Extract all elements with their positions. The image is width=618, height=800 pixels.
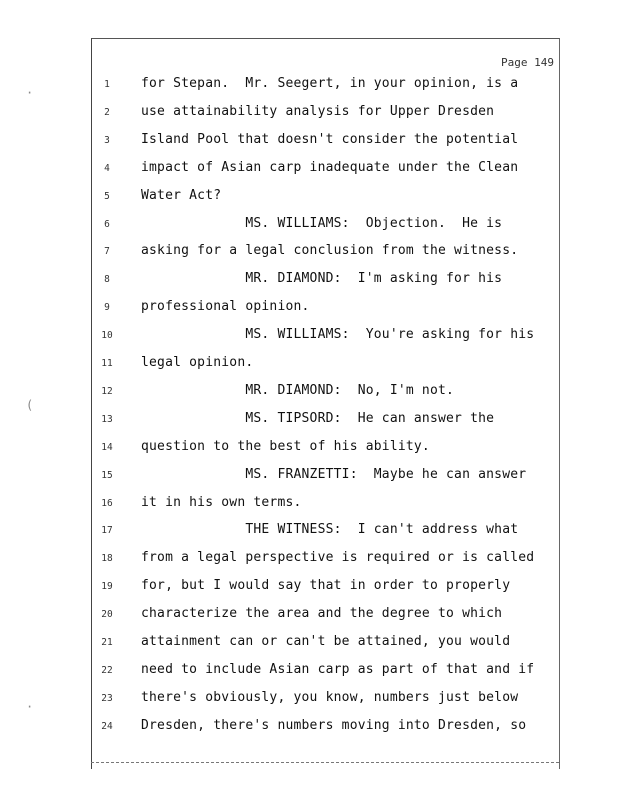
transcript-line: there's obviously, you know, numbers just below	[141, 689, 519, 705]
line-number: 10	[101, 330, 113, 342]
transcript-line: MS. FRANZETTI: Maybe he can answer	[141, 466, 527, 482]
line-number: 4	[104, 162, 110, 174]
line-number: 24	[101, 720, 113, 732]
transcript-line: asking for a legal conclusion from the witness.	[141, 243, 519, 259]
transcript-line: legal opinion.	[141, 355, 254, 370]
line-number: 12	[101, 385, 113, 397]
transcript-line: from a legal perspective is required or is called	[141, 550, 535, 566]
transcript-line: use attainability analysis for Upper Dresden	[141, 103, 495, 119]
left-margin-mark: (	[26, 398, 34, 412]
transcript-line: for, but I would say that in order to properly	[141, 578, 511, 594]
line-number: 23	[101, 692, 113, 704]
transcript-line: MS. TIPSORD: He can answer the	[141, 410, 495, 426]
transcript-line: for Stepan. Mr. Seegert, in your opinion, is a	[141, 76, 519, 91]
line-number: 5	[104, 190, 110, 202]
line-number: 9	[104, 302, 110, 314]
transcript-line: characterize the area and the degree to which	[141, 606, 503, 622]
transcript-line: Island Pool that doesn't consider the potential	[141, 131, 519, 147]
page-number: Page 149	[501, 56, 554, 69]
line-number: 3	[104, 134, 110, 146]
line-number: 7	[104, 246, 110, 258]
transcript-line: attainment can or can't be attained, you would	[141, 634, 511, 649]
line-number: 13	[101, 413, 113, 425]
line-number: 18	[101, 553, 113, 565]
line-number: 16	[101, 497, 113, 509]
line-number: 15	[101, 469, 113, 481]
line-number: 20	[101, 609, 113, 621]
transcript-line: question to the best of his ability.	[141, 438, 430, 454]
transcript-line: Water Act?	[141, 187, 222, 203]
transcript-page-border	[91, 38, 560, 769]
transcript-line: Dresden, there's numbers moving into Dresden, so	[141, 717, 527, 733]
line-number: 22	[101, 664, 113, 676]
line-number: 19	[101, 581, 113, 593]
transcript-line: professional opinion.	[141, 299, 310, 315]
transcript-line: it in his own terms.	[141, 494, 302, 510]
transcript-line: THE WITNESS: I can't address what	[141, 522, 519, 538]
line-number: 8	[104, 274, 110, 286]
line-number: 11	[101, 358, 113, 369]
transcript-line: MR. DIAMOND: I'm asking for his	[141, 271, 503, 287]
left-margin-mark: ·	[26, 700, 34, 714]
transcript-line: MS. WILLIAMS: You're asking for his	[141, 327, 535, 343]
line-number: 21	[101, 637, 113, 648]
page-bottom-rule	[91, 762, 559, 763]
line-number: 6	[104, 218, 110, 230]
transcript-line: impact of Asian carp inadequate under the Clean	[141, 159, 519, 175]
transcript-line: MS. WILLIAMS: Objection. He is	[141, 215, 503, 231]
line-number: 1	[104, 79, 110, 90]
line-number: 2	[104, 106, 110, 118]
left-margin-mark: ·	[26, 86, 34, 100]
transcript-line: MR. DIAMOND: No, I'm not.	[141, 382, 455, 398]
line-number: 17	[101, 525, 113, 537]
transcript-line: need to include Asian carp as part of that and if	[141, 661, 535, 677]
line-number: 14	[101, 441, 113, 453]
